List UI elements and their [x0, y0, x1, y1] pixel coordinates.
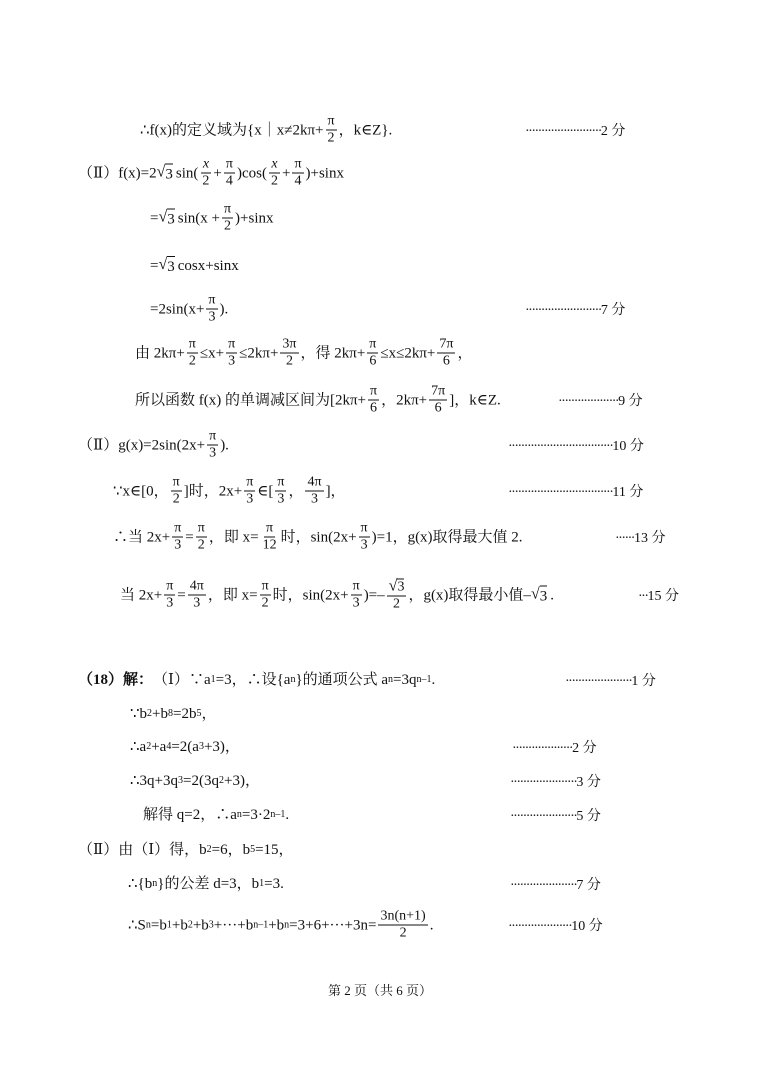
line-step-4: =2sin(x+ $\frac{\pi}{3}$ ). — [150, 292, 229, 325]
line-fx-expand: （Ⅱ）f(x)=2 √ 3 sin( $\frac{x}{2}$ + $\frac{\pi}{4}$ )cos( $\frac{x}{2}$ + $\frac{\pi}{4}$ )+sinx — [78, 156, 344, 189]
line-q18: （18）解： （Ⅰ）∵a 1 =3，∴设{a n }的通项公式 a n =3q n–1 . — [78, 672, 436, 688]
score-7: ···15 分 — [638, 589, 679, 604]
score-1: ························2 分 — [525, 124, 626, 139]
score-4: ·································10 分 — [508, 439, 644, 454]
score-11: ·····················5 分 — [510, 809, 601, 824]
line-b-relation: ∵b 2 +b 8 =2b 5 ， — [130, 706, 217, 722]
page-footer: 第 2 页（共 6 页） — [327, 983, 432, 998]
text: ∴f(x)的定义域为{x｜x≠2kπ+ — [140, 122, 324, 138]
score-10: ·····················3 分 — [510, 775, 601, 790]
line-domain — [140, 114, 392, 147]
line-part2: （Ⅱ）由（Ⅰ）得，b 2 =6，b 5 =15， — [78, 842, 294, 858]
score-8: ·····················1 分 — [565, 674, 656, 689]
line-min: 当 2x+ $\frac{\pi}{3}$ = $\frac{4\pi}{3}$ ，即 x= $\frac{\pi}{2}$ 时，sin(2x+ $\frac{\pi}{3}$ )=– √ 3 2 ，g(x)取得最小值– √ 3 . — [120, 577, 554, 612]
line-range: ∵x∈[0， $\frac{\pi}{2}$ ]时，2x+ $\frac{\pi}{3}$ ∈[ $\frac{\pi}{3}$ ， $\frac{4\pi}{3}$ ]， — [113, 474, 346, 507]
line-max: ∴当 2x+ $\frac{\pi}{3}$ = $\frac{\pi}{2}$ ，即 x= $\frac{\pi}{12}$ 时，sin(2x+ $\frac{\pi}{3}$ )=1，g(x)取得最大值 2. — [113, 520, 523, 553]
line-common-diff: ∴{b n }的公差 d=3，b 1 =3. — [128, 876, 284, 892]
sqrt: √ 3 — [156, 163, 173, 182]
fraction: $\frac{\pi}{2}$ — [327, 113, 335, 146]
score-3: ···················9 分 — [558, 394, 643, 409]
line-gx: （Ⅱ）g(x)=2sin(2x+ $\frac{\pi}{3}$ ). — [78, 428, 229, 461]
score-5: ·································11 分 — [508, 485, 644, 500]
line-interval: 所以函数 f(x) 的单调减区间为[2kπ+ $\frac{\pi}{6}$ ，2kπ+ $\frac{7\pi}{6}$ ]，k∈Z. — [135, 383, 501, 416]
text: ，k∈Z}. — [338, 122, 393, 138]
question-label: （18）解： — [78, 672, 154, 688]
line-step-2: = √ 3 sin(x + $\frac{\pi}{2}$ )+sinx — [150, 201, 274, 234]
score-9: ···················2 分 — [512, 741, 597, 756]
score-2: ························7 分 — [525, 303, 626, 318]
score-13: ····················10 分 — [508, 919, 603, 934]
line-inequality: 由 2kπ+ $\frac{\pi}{2}$ ≤x+ $\frac{\pi}{3}$ ≤2kπ+ $\frac{3\pi}{2}$ ，得 2kπ+ $\frac{\pi}{6}$ ≤x≤2kπ+ $\frac{7\pi}{6}$ ， — [135, 336, 473, 369]
score-6: ······13 分 — [615, 531, 666, 546]
line-a-relation: ∴a 2 +a 4 =2(a 3 +3)， — [130, 739, 240, 755]
line-q-equation: ∴3q+3q 3 =2(3q 2 +3)， — [130, 773, 260, 789]
score-12: ·····················7 分 — [510, 878, 601, 893]
line-step-3: = √ 3 cosx+sinx — [150, 256, 239, 275]
line-sum: ∴S n =b 1 +b 2 +b 3 +···+b n–1 +b n =3+6+···+3n= $\frac{3n(n+1)}{2}$ . — [128, 908, 434, 941]
line-solve-q: 解得 q=2，∴a n =3·2 n–1 . — [143, 807, 290, 823]
